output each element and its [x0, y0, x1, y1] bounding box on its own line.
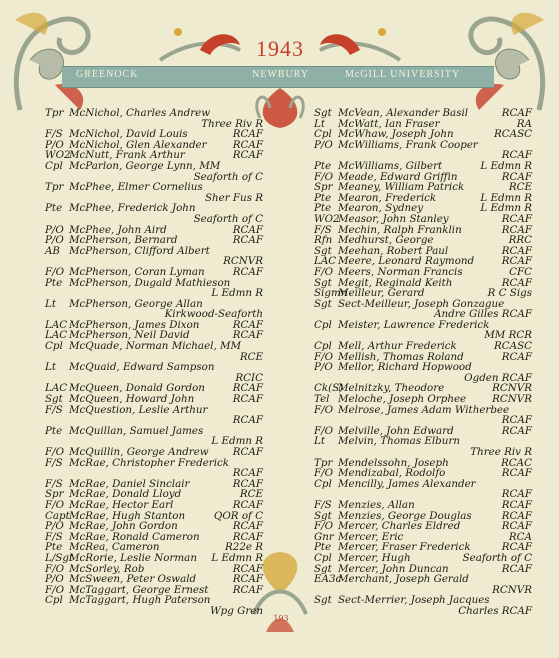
entry-unit: RCAF	[501, 424, 532, 437]
entry-name: Megit, Reginald Keith	[338, 276, 453, 289]
entry-name: Melville, John Edward	[338, 424, 454, 437]
name-entry	[45, 108, 263, 129]
name-entry	[45, 203, 263, 224]
entry-rank: P/O	[45, 234, 64, 247]
name-entry	[314, 553, 532, 564]
entry-name: Mencilly, James Alexander	[338, 477, 476, 490]
entry-unit: RCAF	[501, 350, 532, 363]
entry-name: Merchant, Joseph Gerald	[338, 573, 469, 586]
entry-unit: RCAF	[232, 530, 263, 543]
entry-name: McVean, Alexander Basil	[338, 107, 469, 119]
name-entry	[314, 108, 532, 119]
entry-continuation: RCAF	[232, 467, 263, 480]
entry-unit: L Edmn R	[480, 191, 532, 204]
name-entry	[314, 161, 532, 172]
entry-name: Medhurst, George	[338, 234, 434, 247]
entry-rank: Cpl	[45, 594, 63, 607]
entry-name: Menzies, Allan	[338, 498, 415, 511]
entry-continuation: Seaforth of C	[193, 212, 263, 225]
entry-unit: RCAC	[501, 456, 532, 469]
entry-name: Sect-Merrier, Joseph Jacques	[338, 594, 490, 607]
entry-name: McNutt, Frank Arthur	[69, 149, 185, 162]
entry-name: Menzies, George Douglas	[338, 509, 472, 522]
entry-rank: Pte	[314, 202, 332, 215]
entry-name: McRea, Cameron	[69, 541, 160, 554]
entry-unit: L Edmn R	[480, 202, 532, 215]
entry-rank: Gnr	[314, 530, 334, 543]
entry-rank: P/O	[314, 361, 333, 374]
entry-rank: Sigmn	[314, 287, 348, 300]
entry-continuation: Wpg Gren	[210, 604, 263, 617]
entry-name: Meade, Edward Griffin	[338, 170, 458, 183]
entry-name: Mercer, Hugh	[338, 551, 411, 564]
entry-name: McQueen, Howard John	[69, 393, 195, 406]
name-entry	[45, 500, 263, 511]
entry-name: McWilliams, Gilbert	[338, 159, 443, 172]
entry-rank: F/O	[314, 265, 334, 278]
entry-name: McPherson, Neil David	[69, 329, 190, 342]
entry-continuation: RCNVR	[492, 583, 532, 596]
entry-rank: P/O	[45, 223, 64, 236]
entry-rank: F/S	[314, 498, 332, 511]
entry-unit: RCAF	[232, 573, 263, 586]
entry-unit: RCAF	[501, 562, 532, 575]
entry-rank: F/O	[314, 350, 334, 363]
entry-rank: Sgt	[314, 107, 332, 119]
entry-unit: RCAF	[501, 170, 532, 183]
name-entry	[314, 267, 532, 278]
name-entry	[45, 447, 263, 458]
corner-flourish-top-left	[0, 0, 110, 120]
entry-unit: RCAF	[232, 234, 263, 247]
entry-continuation: RCAF	[501, 488, 532, 501]
entry-name: McQuade, Norman Michael, MM	[69, 340, 242, 353]
entry-continuation: L Edmn R	[211, 435, 263, 448]
entry-unit: RCAF	[232, 562, 263, 575]
entry-unit: R C Sigs	[487, 287, 532, 300]
entry-rank: Pte	[45, 202, 63, 215]
name-entry	[314, 405, 532, 426]
entry-rank: Lt	[314, 117, 325, 130]
entry-name: McPherson, George Allan	[69, 297, 203, 310]
entry-unit: RCAF	[232, 446, 263, 458]
entry-rank: Pte	[45, 424, 63, 437]
name-entry	[45, 426, 263, 447]
entry-unit: RCAF	[501, 244, 532, 257]
entry-rank: Lt	[314, 435, 325, 448]
entry-rank: Cpl	[314, 318, 332, 331]
entry-rank: Tpr	[314, 456, 333, 469]
entry-rank: Ck(S)	[314, 382, 344, 395]
entry-name: Melrose, James Adam Witherbee	[338, 403, 510, 416]
entry-continuation: Andre Gilles RCAF	[434, 308, 532, 321]
entry-name: McWilliams, Frank Cooper	[338, 138, 478, 151]
name-entry	[314, 362, 532, 383]
corner-flourish-top-right	[449, 0, 559, 120]
entry-unit: RCE	[239, 488, 263, 501]
entry-unit: R22e R	[225, 541, 263, 554]
entry-name: Melvin, Thomas Elburn	[338, 435, 460, 448]
entry-name: McPherson, James Dixon	[69, 318, 200, 331]
entry-rank: Spr	[314, 181, 333, 194]
entry-unit: RCAF	[232, 393, 263, 406]
entry-unit: RCASC	[494, 128, 532, 141]
entry-rank: F/O	[314, 403, 334, 416]
entry-unit: RCAF	[501, 107, 532, 119]
entry-name: Mechin, Ralph Franklin	[338, 223, 462, 236]
entry-rank: Capt	[45, 509, 70, 522]
entry-name: McRae, Hugh Stanton	[69, 509, 186, 522]
entry-unit: RCA	[508, 530, 532, 543]
entry-name: McQuaid, Edward Sampson	[69, 361, 215, 374]
entry-rank: F/O	[314, 467, 334, 480]
entry-rank: WO2	[45, 149, 71, 162]
entry-name: McPhee, Elmer Cornelius	[69, 181, 203, 194]
right-name-column	[314, 108, 532, 617]
entry-name: McPherson, Dugald Mathieson	[69, 276, 231, 289]
entry-rank: Pte	[45, 541, 63, 554]
entry-rank: LAC	[314, 255, 337, 268]
entry-name: McTaggart, George Ernest	[69, 583, 209, 596]
entry-rank: P/O	[45, 573, 64, 586]
name-entry	[314, 299, 532, 320]
banner-text-left: GREENOCK	[76, 69, 139, 80]
entry-name: McRae, John Gordon	[69, 520, 178, 533]
entry-continuation: RCAF	[501, 414, 532, 427]
entry-rank: Rfn	[314, 234, 333, 247]
entry-continuation: RCNVR	[223, 255, 263, 268]
entry-rank: Pte	[314, 541, 332, 554]
entry-rank: AB	[45, 244, 61, 257]
entry-rank: Lt	[45, 297, 56, 310]
entry-continuation: Charles RCAF	[458, 604, 532, 617]
entry-name: Mercer, Eric	[338, 530, 404, 543]
name-entry	[45, 299, 263, 320]
entry-rank: Tel	[314, 393, 330, 406]
entry-rank: Tpr	[45, 181, 64, 194]
entry-unit: RCAF	[232, 329, 263, 342]
entry-rank: Pte	[45, 276, 63, 289]
entry-name: McRae, Donald Lloyd	[69, 488, 182, 501]
entry-rank: Sgt	[45, 393, 63, 406]
entry-unit: Seaforth of C	[462, 551, 532, 564]
entry-rank: Tpr	[45, 107, 64, 119]
entry-rank: Pte	[314, 191, 332, 204]
entry-rank: WO2	[314, 212, 340, 225]
entry-rank: F/S	[45, 128, 63, 141]
entry-name: McPhee, John Aird	[69, 223, 167, 236]
name-entry	[45, 267, 263, 278]
entry-unit: L Edmn R	[480, 159, 532, 172]
name-entry	[45, 161, 263, 182]
page-number: 193	[273, 614, 289, 623]
banner-text-center: NEWBURY	[252, 69, 309, 80]
entry-rank: Cpl	[314, 477, 332, 490]
entry-name: Mendelssohn, Joseph	[338, 456, 449, 469]
entry-rank: F/O	[314, 424, 334, 437]
entry-name: Meaney, William Patrick	[338, 181, 465, 194]
entry-rank: Cpl	[45, 340, 63, 353]
entry-continuation: Three Riv R	[201, 117, 263, 130]
entry-unit: RCAF	[232, 149, 263, 162]
entry-unit: RCAF	[232, 583, 263, 596]
entry-rank: F/S	[314, 223, 332, 236]
entry-unit: RCAF	[232, 128, 263, 141]
entry-name: Measor, John Stanley	[338, 212, 449, 225]
entry-unit: CFC	[509, 265, 532, 278]
entry-rank: F/O	[45, 446, 65, 458]
entry-unit: RCAF	[501, 509, 532, 522]
entry-name: McRorie, Leslie Norman	[69, 551, 197, 564]
entry-name: McPherson, Clifford Albert	[69, 244, 210, 257]
entry-name: Meister, Lawrence Frederick	[338, 318, 490, 331]
entry-continuation: RCIC	[235, 371, 263, 384]
entry-unit: RCASC	[494, 340, 532, 353]
entry-rank: Sgt	[314, 276, 332, 289]
entry-rank: Cpl	[314, 128, 332, 141]
entry-rank: Sgt	[314, 562, 332, 575]
name-entry	[314, 595, 532, 616]
entry-rank: Sgt	[314, 509, 332, 522]
entry-name: Mercer, John Duncan	[338, 562, 449, 575]
entry-rank: F/S	[45, 403, 63, 416]
name-entry	[314, 140, 532, 161]
entry-name: Mell, Arthur Frederick	[338, 340, 457, 353]
entry-rank: L/Sgt	[45, 551, 74, 564]
name-entry	[314, 500, 532, 511]
entry-rank: Sgt	[314, 297, 332, 310]
entry-rank: F/O	[314, 170, 334, 183]
entry-rank: Cpl	[314, 551, 332, 564]
entry-name: McRae, Ronald Cameron	[69, 530, 200, 543]
name-entry	[45, 458, 263, 479]
entry-name: Meilleur, Gerard	[338, 287, 425, 300]
entry-unit: RCAF	[501, 467, 532, 480]
entry-rank: F/O	[45, 583, 65, 596]
entry-rank: Sgt	[314, 594, 332, 607]
entry-name: Meere, Leonard Raymond	[338, 255, 475, 268]
entry-rank: LAC	[45, 329, 68, 342]
name-entry	[45, 278, 263, 299]
entry-unit: RCAF	[501, 498, 532, 511]
entry-unit: RCAF	[232, 498, 263, 511]
name-entry	[45, 341, 263, 362]
entry-rank: LAC	[45, 318, 68, 331]
entry-rank: F/O	[45, 562, 65, 575]
entry-rank: P/O	[314, 138, 333, 151]
entry-unit: RCNVR	[492, 393, 532, 406]
entry-rank: Cpl	[314, 340, 332, 353]
entry-name: McTaggart, Hugh Paterson	[69, 594, 211, 607]
entry-rank: EA3c	[314, 573, 342, 586]
name-entry	[45, 362, 263, 383]
name-entry	[314, 436, 532, 457]
entry-rank: F/O	[314, 520, 334, 533]
entry-unit: QOR of C	[213, 509, 263, 522]
entry-unit: RCAF	[232, 520, 263, 533]
name-entry	[45, 595, 263, 616]
entry-name: Mearon, Frederick	[338, 191, 437, 204]
entry-name: McSween, Peter Oswald	[69, 573, 197, 586]
name-entry	[45, 553, 263, 564]
entry-rank: F/O	[45, 498, 65, 511]
name-entry	[314, 214, 532, 225]
left-name-column	[45, 108, 263, 617]
entry-name: McPherson, Bernard	[69, 234, 178, 247]
entry-unit: RCNVR	[492, 382, 532, 395]
name-entry	[45, 246, 263, 267]
entry-name: Mercer, Charles Eldred	[338, 520, 461, 533]
entry-rank: Sgt	[314, 244, 332, 257]
entry-continuation: RCAF	[501, 149, 532, 162]
name-entry	[314, 479, 532, 500]
entry-name: Sect-Meilleur, Joseph Gonzague	[338, 297, 505, 310]
entry-continuation: RCE	[239, 350, 263, 363]
entry-name: Mellish, Thomas Roland	[338, 350, 464, 363]
entry-rank: F/S	[45, 477, 63, 490]
entry-name: McSorley, Rob	[69, 562, 145, 575]
entry-name: Meers, Norman Francis	[338, 265, 463, 278]
entry-rank: Cpl	[45, 159, 63, 172]
name-entry	[314, 320, 532, 341]
entry-unit: RCAF	[501, 212, 532, 225]
entry-name: Mercer, Fraser Frederick	[338, 541, 471, 554]
entry-continuation: RCAF	[232, 414, 263, 427]
entry-unit: RCAF	[232, 223, 263, 236]
entry-name: McQueen, Donald Gordon	[69, 382, 205, 395]
entry-name: McRae, Christopher Frederick	[69, 456, 230, 469]
entry-name: McNichol, Glen Alexander	[69, 138, 207, 151]
entry-continuation: Sher Fus R	[204, 191, 263, 204]
entry-name: McPherson, Coran Lyman	[69, 265, 205, 278]
name-entry	[314, 574, 532, 595]
entry-name: Melnitzky, Theodore	[338, 382, 445, 395]
entry-rank: LAC	[45, 382, 68, 395]
entry-unit: RCAF	[501, 520, 532, 533]
entry-unit: RCAF	[232, 138, 263, 151]
entry-name: Meehan, Robert Paul	[338, 244, 449, 257]
entry-unit: RCAF	[501, 541, 532, 554]
year-heading: 1943	[256, 36, 304, 61]
entry-name: McQuillin, George Andrew	[69, 446, 209, 458]
entry-unit: L Edmn R	[211, 551, 263, 564]
entry-name: Mendizabal, Rodolfo	[338, 467, 446, 480]
entry-name: McRae, Hector Earl	[69, 498, 174, 511]
banner-text-right: McGILL UNIVERSITY	[345, 69, 461, 80]
entry-unit: RRC	[508, 234, 532, 247]
entry-continuation: MM RCR	[484, 329, 532, 342]
entry-rank: P/O	[45, 520, 64, 533]
entry-continuation: Kirkwood-Seaforth	[164, 308, 263, 321]
entry-name: Mearon, Sydney	[338, 202, 424, 215]
name-entry	[45, 182, 263, 203]
entry-unit: RA	[516, 117, 532, 130]
entry-rank: P/O	[45, 138, 64, 151]
entry-unit: RCAF	[232, 318, 263, 331]
entry-name: McRae, Daniel Sinclair	[69, 477, 190, 490]
entry-unit: RCE	[508, 181, 532, 194]
entry-rank: Lt	[45, 361, 56, 374]
entry-unit: RCAF	[232, 265, 263, 278]
entry-name: McWhaw, Joseph John	[338, 128, 454, 141]
entry-rank: F/S	[45, 456, 63, 469]
entry-unit: RCAF	[232, 477, 263, 490]
entry-name: McParlon, George Lynn, MM	[69, 159, 221, 172]
entry-rank: Spr	[45, 488, 64, 501]
entry-continuation: Ogden RCAF	[464, 371, 532, 384]
entry-unit: RCAF	[232, 382, 263, 395]
entry-name: McQuestion, Leslie Arthur	[69, 403, 208, 416]
entry-continuation: Seaforth of C	[193, 170, 263, 183]
entry-unit: RCAF	[501, 223, 532, 236]
entry-rank: F/S	[45, 530, 63, 543]
entry-name: McPhee, Frederick John	[69, 202, 196, 215]
entry-name: McQuillan, Samuel James	[69, 424, 204, 437]
name-entry	[45, 405, 263, 426]
entry-unit: RCAF	[501, 276, 532, 289]
entry-name: Mellor, Richard Hopwood	[338, 361, 472, 374]
entry-rank: Pte	[314, 159, 332, 172]
entry-continuation: Three Riv R	[470, 446, 532, 458]
entry-continuation: L Edmn R	[211, 287, 263, 300]
entry-name: Meloche, Joseph Orphee	[338, 393, 467, 406]
entry-unit: RCAF	[501, 255, 532, 268]
entry-name: McNichol, David Louis	[69, 128, 188, 141]
entry-rank: F/O	[45, 265, 65, 278]
entry-name: McWatt, Ian Fraser	[338, 117, 440, 130]
entry-name: McNichol, Charles Andrew	[69, 107, 211, 119]
